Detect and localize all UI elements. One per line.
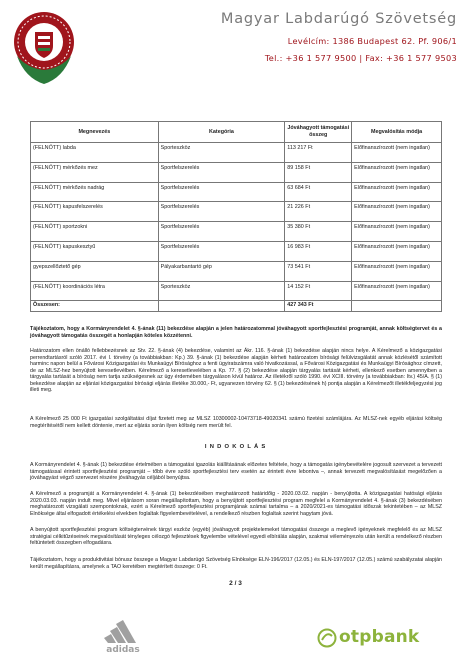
table-row — [31, 162, 442, 182]
adidas-wordmark: adidas — [106, 645, 140, 655]
item-category: Sportfelszerelés — [158, 162, 285, 182]
adidas-logo — [100, 615, 146, 661]
item-amount: 89 158 Ft — [285, 162, 352, 182]
item-mode: Előfinanszírozott (nem ingatlan) — [352, 281, 442, 301]
budget-table — [30, 121, 442, 312]
item-name: gyepszellőztető gép — [31, 261, 159, 281]
item-mode: Előfinanszírozott (nem ingatlan) — [352, 202, 442, 222]
item-amount: 16 983 Ft — [285, 241, 352, 261]
table-header-row — [31, 122, 442, 143]
item-category: Sportfelszerelés — [158, 241, 285, 261]
table-row — [31, 261, 442, 281]
justification-paragraph-2: A Kérelmező a programját a Kormányrendelet 4. §-ának (1) bekezdésében meghatározott határidőig - 2020.03.02. napján - benyújtotta. A közigazgatási hatósági eljárás 2020.03.03. napján indult meg. Mivel eljárásom soran megállapítottam, hogy a benyújtott sportfejlesztési program megfelel a Kormányrendelet 4. §-ának (3) bekezdésében meghatározott vizsgálati szempontoknak, ezért a Kérelmező sportfejlesztési programjának számai tartalma – a 2020/2021-es támogatási időszak tekintetében – az MLSZ Elnöksége által elfogadott értékelési elvekben foglaltak figyelembevételével, a rendelkező részben foglaltak szerint hagytam jóvá. — [30, 491, 442, 517]
item-name: (FELNŐTT) labda — [31, 143, 159, 163]
total-label: Összesen: — [31, 301, 159, 312]
item-mode: Előfinanszírozott (nem ingatlan) — [352, 222, 442, 242]
table-row — [31, 143, 442, 163]
item-name: (FELNŐTT) mérkőzés nadrág — [31, 182, 159, 202]
item-mode: Előfinanszírozott (nem ingatlan) — [352, 261, 442, 281]
page-number: 2 / 3 — [229, 580, 242, 587]
item-name: (FELNŐTT) mérkőzés mez — [31, 162, 159, 182]
otpbank-wordmark: otpbank — [339, 627, 420, 647]
total-amount: 427 343 Ft — [285, 301, 352, 312]
item-category: Pályakarbantartó gép — [158, 261, 285, 281]
item-category: Sporteszköz — [158, 281, 285, 301]
organization-name: Magyar Labdarúgó Szövetség — [220, 11, 457, 27]
item-category: Sportfelszerelés — [158, 182, 285, 202]
item-category: Sportfelszerelés — [158, 222, 285, 242]
item-name: (FELNŐTT) koordinációs létra — [31, 281, 159, 301]
justification-paragraph-3: A benyújtott sportfejlesztési program költségtervének tárgyi eszköz (egyéb) jóváhagyott projektelemeket támogatási összege a meglevő igényeknek megfelelő és az MLSZ stratégiai célkitűzéseinek megvalósítását tényleges célozgó fejlesztések figyelembe vételével egyedi elbírálás alapján, szakmai véleményezés után került a rendelkező részben feltüntetett összegben elfogadásra. — [30, 527, 442, 547]
otp-circle-icon — [317, 628, 337, 648]
total-empty-cell — [352, 301, 442, 312]
organization-address: Levélcím: 1386 Budapest 62. Pf. 906/1 — [287, 36, 457, 46]
item-category: Sportfelszerelés — [158, 202, 285, 222]
otpbank-logo — [317, 624, 467, 654]
table-row — [31, 182, 442, 202]
organization-header — [221, 10, 457, 63]
table-row — [31, 241, 442, 261]
item-category: Sporteszköz — [158, 143, 285, 163]
total-empty-cell — [158, 301, 285, 312]
item-name: (FELNŐTT) kapusfelszerelés — [31, 202, 159, 222]
mlsz-logo — [11, 8, 77, 88]
fee-paragraph: A Kérelmező 25 000 Ft igazgatási szolgáltatási díjat fizetett meg az MLSZ 10300002-10473718-49020341 számú fizetési számlájára. Az MLSZ-nek egyéb eljárási költség megtérítésétől nem kellett döntenie, mert az eljárás során ilyen költség nem merült fel. — [30, 416, 442, 429]
item-amount: 35 380 Ft — [285, 222, 352, 242]
publication-notice: Tájékoztatom, hogy a Kormányrendelet 4. §-ának (11) bekezdése alapján a jelen határozatommal jóváhagyott sportfejlesztési programját, annak költségtervet és a jóváhagyott támogatás összegét a honlapján köteles közzétenni. — [30, 326, 442, 339]
column-header: Megnevezés — [31, 122, 159, 143]
item-amount: 14 152 Ft — [285, 281, 352, 301]
justification-paragraph-1: A Kormányrendelet 4. §-ának (1) bekezdése értelmében a támogatási igazolás kiállításának előzetes feltétele, hogy a támogatás igénybevételére jogosult szervezet a tervezett támogatással érintett sportfejlesztési programját – tőbb évre szóló sportfejlesztési terv esetén az érintett évre lebontva –, annak tervezett megvalósításást megelőzően a jóváhagyást végző szervezet részére jóváhagyás céljából benyújtsa. — [30, 462, 442, 482]
item-mode: Előfinanszírozott (nem ingatlan) — [352, 143, 442, 163]
item-amount: 73 541 Ft — [285, 261, 352, 281]
item-amount: 21 226 Ft — [285, 202, 352, 222]
legal-remedy-paragraph: Határozatom ellen önálló fellebbezésnek az Stv. 22. §-ának (4) bekezdése, valamint az Ákr. 116. §-ának (1) bekezdése alapján nincs helye. A Kérelmező a közigazgatási perrendtartásról szóló 2017. évi I. törvény (a továbbiakban: Kp.) 39. §-ának (1) bekezdése alapján kérheti határozatom bírósági felülvizsgálatát annak közlésétől számított harminc napon belül a Fővárosi Közigazgatási és Munkaügyi Bírósághoz a fenti ügyiratszámra való hivatkozással, a Fővárosi Közigazgatási és Munkaügyi Bírósághoz címzett, de az MLSZ-hez benyújtott keresetlevélben. Kérelmező a keresetlevelében a Kp. 77. § (2) bekezdése alapján tárgyalás tartását kérheti, ellenkező esetben amennyiben a tárgyalás tartását a bíróság nem tartja szükségesnek az ügy érdemében tárgyaláson kívül határoz. Az illetékről szóló 1990. évi XCIII. törvény (a továbbiakban: Itv.) 45/A. § (1) bekezdése alapján az eljárási közigazgatási bírósági eljárás illetéke 30.000,- Ft, ugyanezen törvény 62. § (1) bekezdésének h) pontja alapján a Kérelmezőt illetékfeljegyzési jog illeti meg. — [30, 348, 442, 394]
table-total-row — [31, 301, 442, 312]
item-name: (FELNŐTT) sportzokni — [31, 222, 159, 242]
productivity-bonus-paragraph: Tájékoztatom, hogy a produktivitási bónusz összege a Magyar Labdarúgó Szövetség Elnöksége ELN-196/2017 (12.05.) és ELN-197/2017 (12.05.) számú szabályzatai alapján került megállapításra, amelynek a TAO keretében megtérített összege: 0 Ft. — [30, 557, 442, 570]
item-mode: Előfinanszírozott (nem ingatlan) — [352, 162, 442, 182]
table-row — [31, 281, 442, 301]
organization-phone-fax: Tel.: +36 1 577 9500 | Fax: +36 1 577 9503 — [264, 53, 457, 63]
item-mode: Előfinanszírozott (nem ingatlan) — [352, 241, 442, 261]
adidas-stripes-icon — [100, 615, 146, 645]
item-amount: 63 684 Ft — [285, 182, 352, 202]
column-header: Megvalósítás módja — [352, 122, 442, 143]
item-amount: 113 217 Ft — [285, 143, 352, 163]
item-mode: Előfinanszírozott (nem ingatlan) — [352, 182, 442, 202]
column-header: Kategória — [158, 122, 285, 143]
table-row — [31, 222, 442, 242]
table-row — [31, 202, 442, 222]
column-header: Jóváhagyott támogatási összeg — [285, 122, 352, 143]
item-name: (FELNŐTT) kapuskesztyű — [31, 241, 159, 261]
justification-heading: I N D O K O L Á S — [204, 444, 267, 450]
